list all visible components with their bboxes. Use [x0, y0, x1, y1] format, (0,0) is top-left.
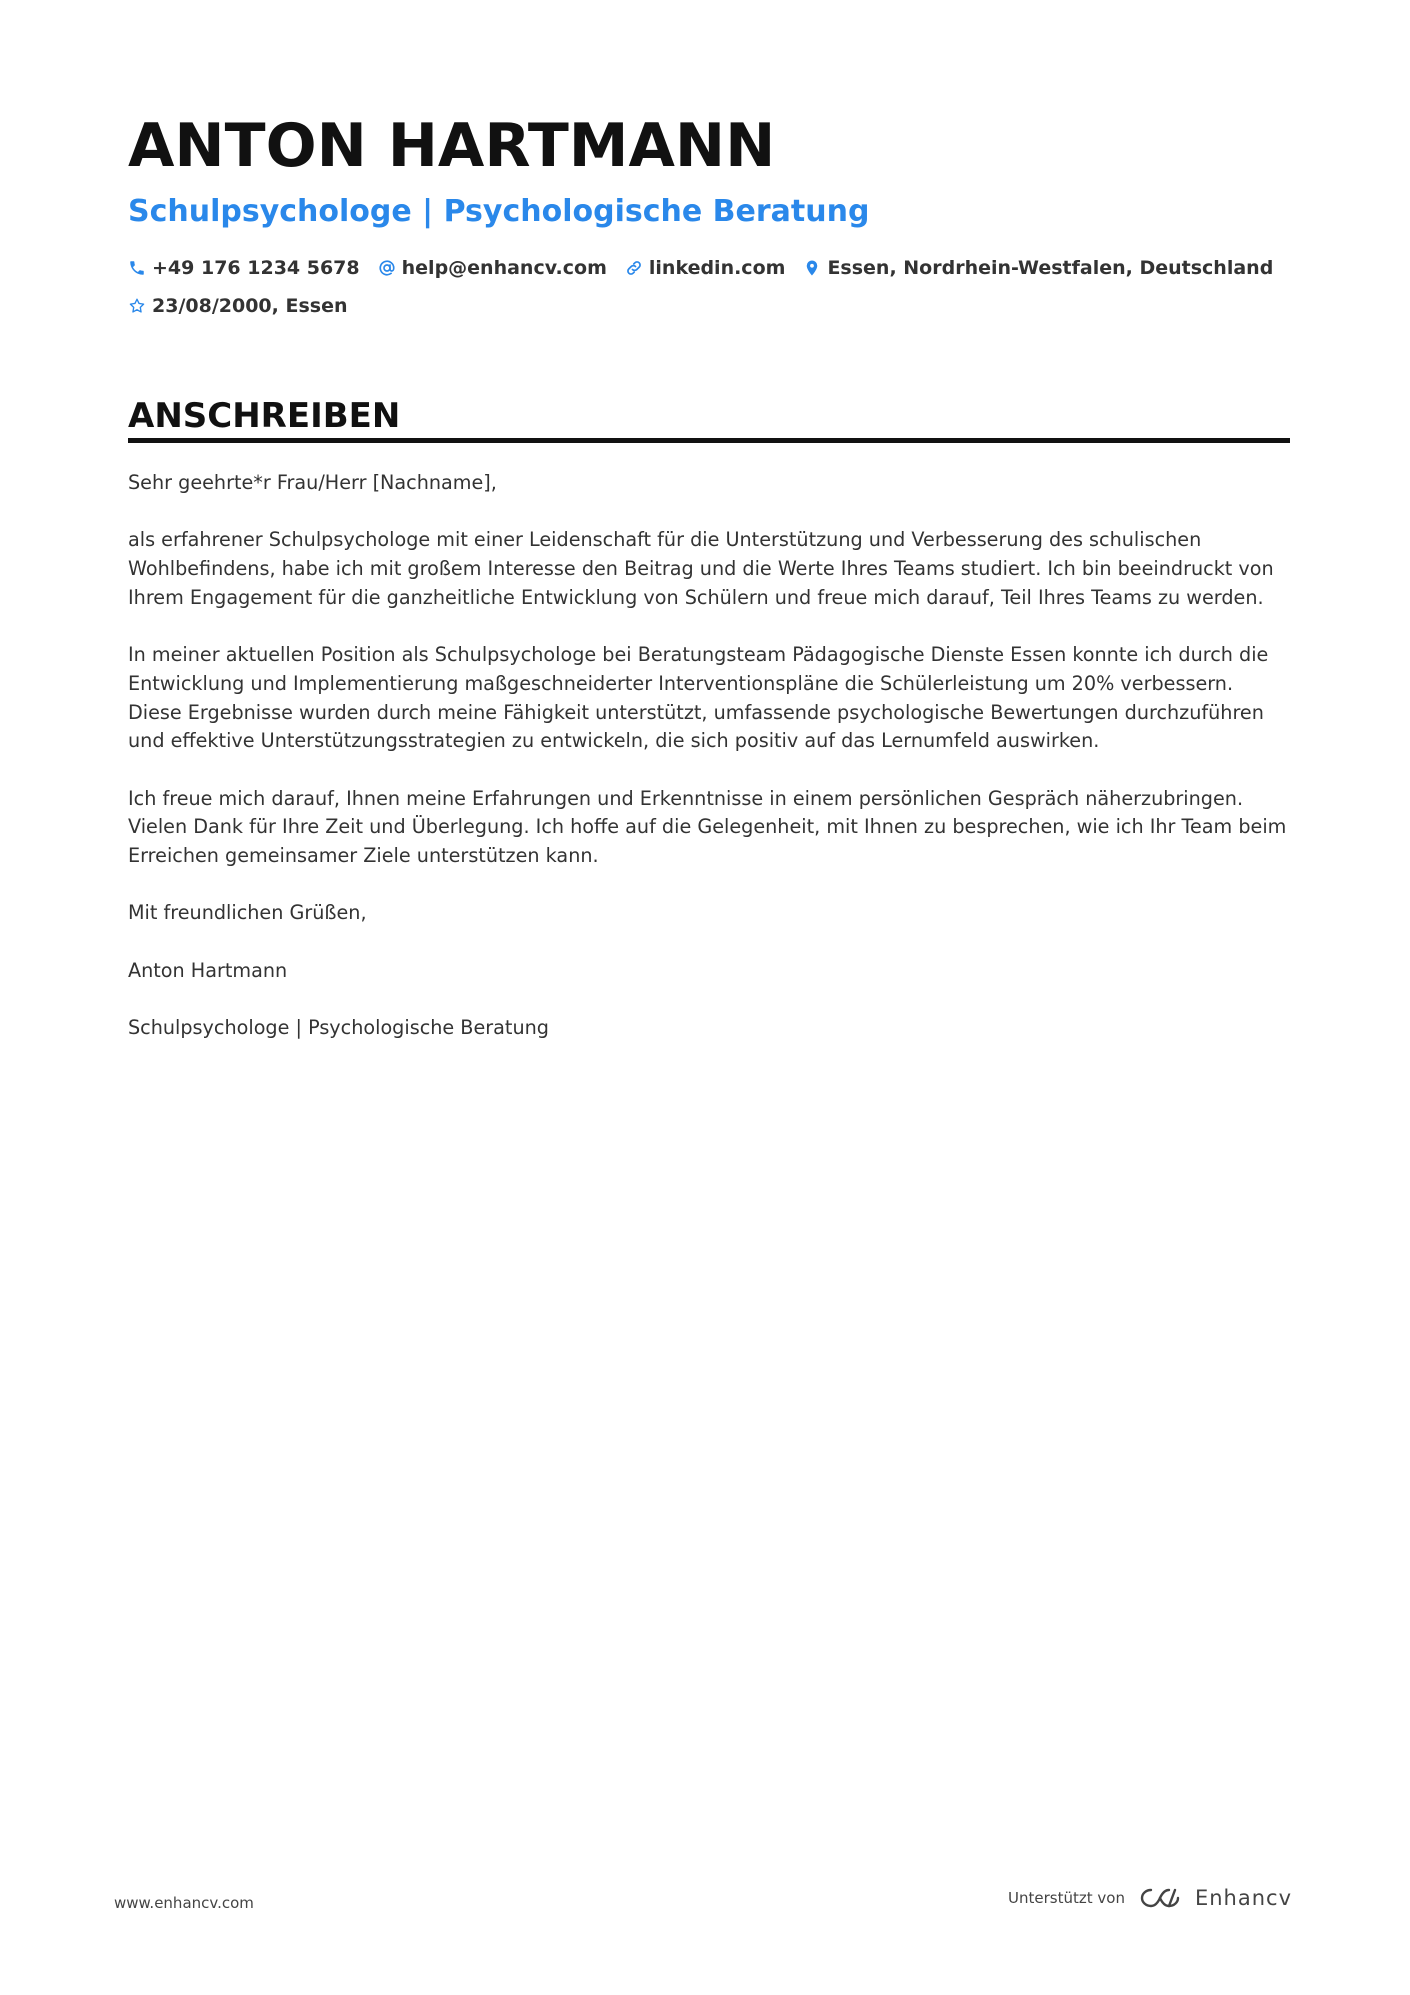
signature-title: Schulpsychologe | Psychologische Beratung	[128, 1016, 549, 1040]
letter-paragraph: In meiner aktuellen Position als Schulpsychologe bei Beratungsteam Pädagogische Dienste Essen konnte ich durch die Entwicklung und Implementierung maßgeschneiderter Interventionspläne die Schülerleistung um 20% verbessern. Diese Ergebnisse wurden durch meine Fähigkeit unterstützt, umfassende psychologische Bewertungen durchzuführen und effektive Unterstützungsstrategien zu entwickeln, die sich positiv auf das Lernumfeld auswirken.	[128, 643, 1269, 753]
footer-branding	[1008, 1884, 1292, 1912]
contact-linkedin-text: linkedin.com	[648, 257, 786, 279]
at-icon	[378, 259, 396, 277]
letter-closing: Mit freundlichen Grüßen,	[128, 901, 367, 925]
phone-icon	[128, 259, 146, 277]
contact-phone-text: +49 176 1234 5678	[152, 257, 360, 279]
contact-birth-text: 23/08/2000, Essen	[152, 295, 348, 317]
contact-email[interactable]	[378, 256, 607, 280]
footer-website[interactable]: www.enhancv.com	[114, 1894, 254, 1912]
link-icon	[625, 259, 643, 277]
contact-location-text: Essen, Nordrhein-Westfalen, Deutschland	[827, 257, 1274, 279]
contact-phone	[128, 256, 360, 280]
enhancv-logo-text: Enhancv	[1194, 1886, 1292, 1910]
section-title: ANSCHREIBEN	[128, 396, 401, 436]
applicant-name: ANTON HARTMANN	[128, 111, 776, 181]
contact-linkedin[interactable]	[625, 256, 786, 280]
applicant-role: Schulpsychologe | Psychologische Beratung	[128, 194, 870, 229]
location-pin-icon	[803, 259, 821, 277]
contact-birth	[128, 294, 347, 318]
cover-letter-page	[128, 108, 1290, 1072]
letter-paragraph: als erfahrener Schulpsychologe mit einer Leidenschaft für die Unterstützung und Verbesserung des schulischen Wohlbefindens, habe ich mit großem Interesse den Beitrag und die Werte Ihres Teams studiert. Ich bin beeindruckt von Ihrem Engagement für die ganzheitliche Entwicklung von Schülern und freue mich darauf, Teil Ihres Teams zu werden.	[128, 528, 1274, 609]
section-divider	[128, 438, 1290, 443]
letter-paragraph: Ich freue mich darauf, Ihnen meine Erfahrungen und Erkenntnisse in einem persönlichen Gespräch näherzubringen. Vielen Dank für Ihre Zeit und Überlegung. Ich hoffe auf die Gelegenheit, mit Ihnen zu besprechen, wie ich Ihr Team beim Erreichen gemeinsamer Ziele unterstützen kann.	[128, 786, 1287, 868]
enhancv-logo-icon	[1137, 1884, 1183, 1912]
letter-body	[128, 469, 1290, 1043]
contact-location	[803, 256, 1273, 280]
star-icon	[128, 297, 146, 315]
letter-salutation: Sehr geehrte*r Frau/Herr [Nachname],	[128, 471, 497, 494]
contact-email-text: help@enhancv.com	[401, 257, 607, 279]
contact-list	[128, 256, 1290, 318]
powered-by-label: Unterstützt von	[1008, 1889, 1125, 1907]
signature-name: Anton Hartmann	[128, 958, 288, 982]
